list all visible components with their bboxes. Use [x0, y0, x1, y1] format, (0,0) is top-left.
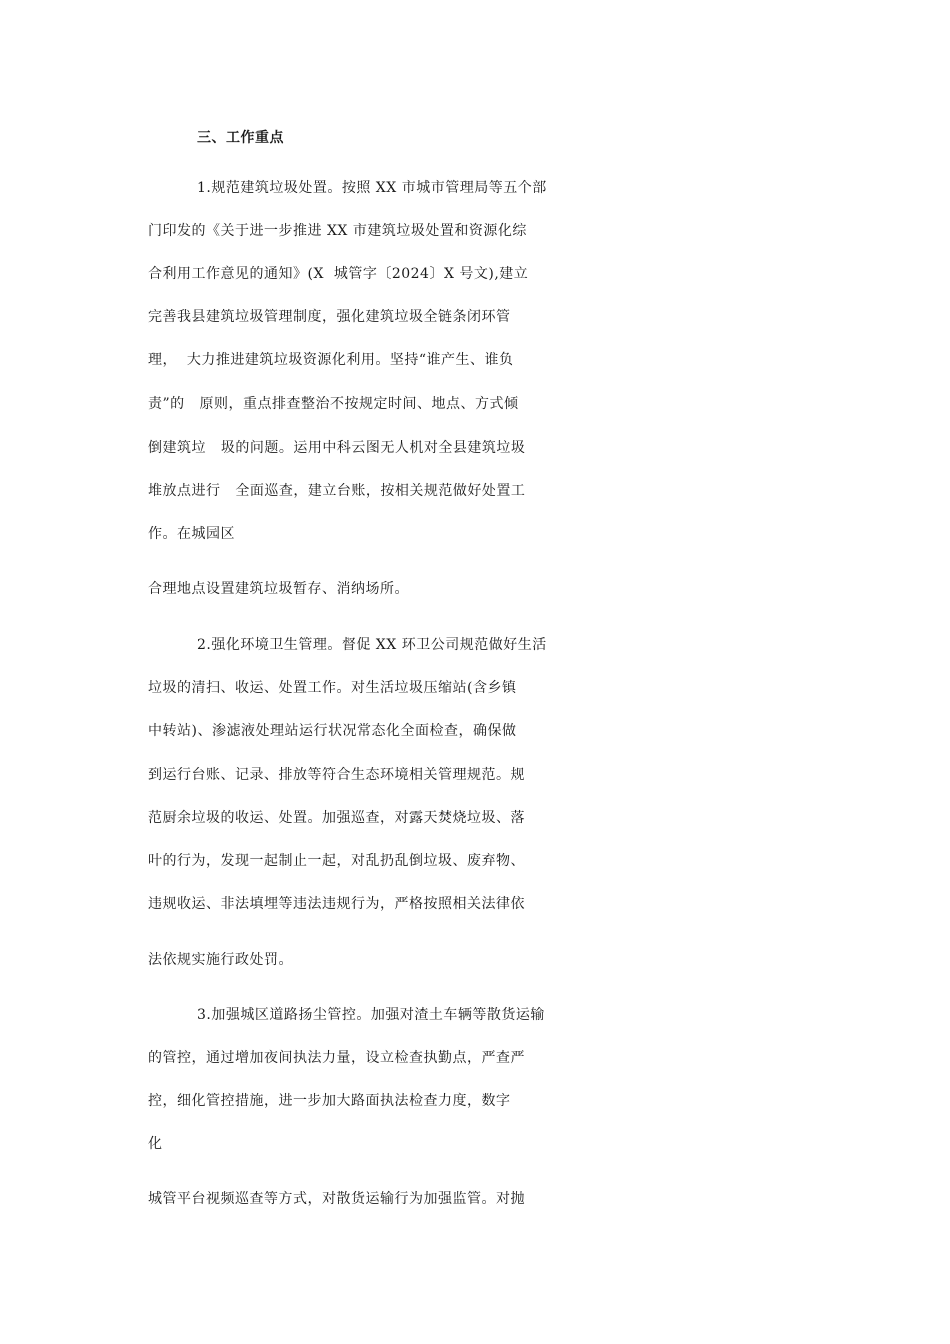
paragraph-line: 的管控，通过增加夜间执法力量，设立检查执勤点，严查严: [148, 1050, 525, 1066]
paragraph-line: 1.规范建筑垃圾处置。按照 XX 市城市管理局等五个部: [197, 180, 547, 196]
paragraph-line: 门印发的《关于进一步推进 XX 市建筑垃圾处置和资源化综: [148, 223, 527, 239]
paragraph-line: 法依规实施行政处罚。: [148, 952, 293, 968]
paragraph-line: 责”的 原则，重点排查整治不按规定时间、地点、方式倾: [148, 396, 519, 412]
paragraph-line: 违规收运、非法填埋等违法违规行为，严格按照相关法律依: [148, 896, 525, 912]
paragraph-line: 到运行台账、记录、排放等符合生态环境相关管理规范。规: [148, 767, 525, 783]
paragraph-line: 完善我县建筑垃圾管理制度，强化建筑垃圾全链条闭环管: [148, 309, 511, 325]
paragraph-line: 堆放点进行 全面巡查，建立台账，按相关规范做好处置工: [148, 483, 526, 499]
paragraph-line: 倒建筑垃 圾的问题。运用中科云图无人机对全县建筑垃圾: [148, 440, 526, 456]
paragraph-line: 作。在城园区: [148, 526, 235, 542]
paragraph-line: 理， 大力推进建筑垃圾资源化利用。坚持“谁产生、谁负: [148, 352, 514, 368]
paragraph-line: 合理地点设置建筑垃圾暂存、消纳场所。: [148, 581, 409, 597]
paragraph-line: 城管平台视频巡查等方式，对散货运输行为加强监管。对抛: [148, 1191, 525, 1207]
paragraph-line: 控，细化管控措施，进一步加大路面执法检查力度，数字: [148, 1093, 511, 1109]
paragraph-line: 叶的行为，发现一起制止一起，对乱扔乱倒垃圾、废弃物、: [148, 853, 525, 869]
paragraph-line: 合利用工作意见的通知》(X 城管字〔2024〕X 号文),建立: [148, 266, 529, 282]
paragraph-line: 中转站)、渗滤液处理站运行状况常态化全面检查，确保做: [148, 723, 517, 739]
section-heading: 三、工作重点: [197, 130, 284, 146]
paragraph-line: 2.强化环境卫生管理。督促 XX 环卫公司规范做好生活: [197, 637, 547, 653]
paragraph-line: 范厨余垃圾的收运、处置。加强巡查，对露天焚烧垃圾、落: [148, 810, 525, 826]
paragraph-line: 3.加强城区道路扬尘管控。加强对渣土车辆等散货运输: [197, 1007, 545, 1023]
paragraph-line: 化: [148, 1136, 163, 1152]
paragraph-line: 垃圾的清扫、收运、处置工作。对生活垃圾压缩站(含乡镇: [148, 680, 517, 696]
